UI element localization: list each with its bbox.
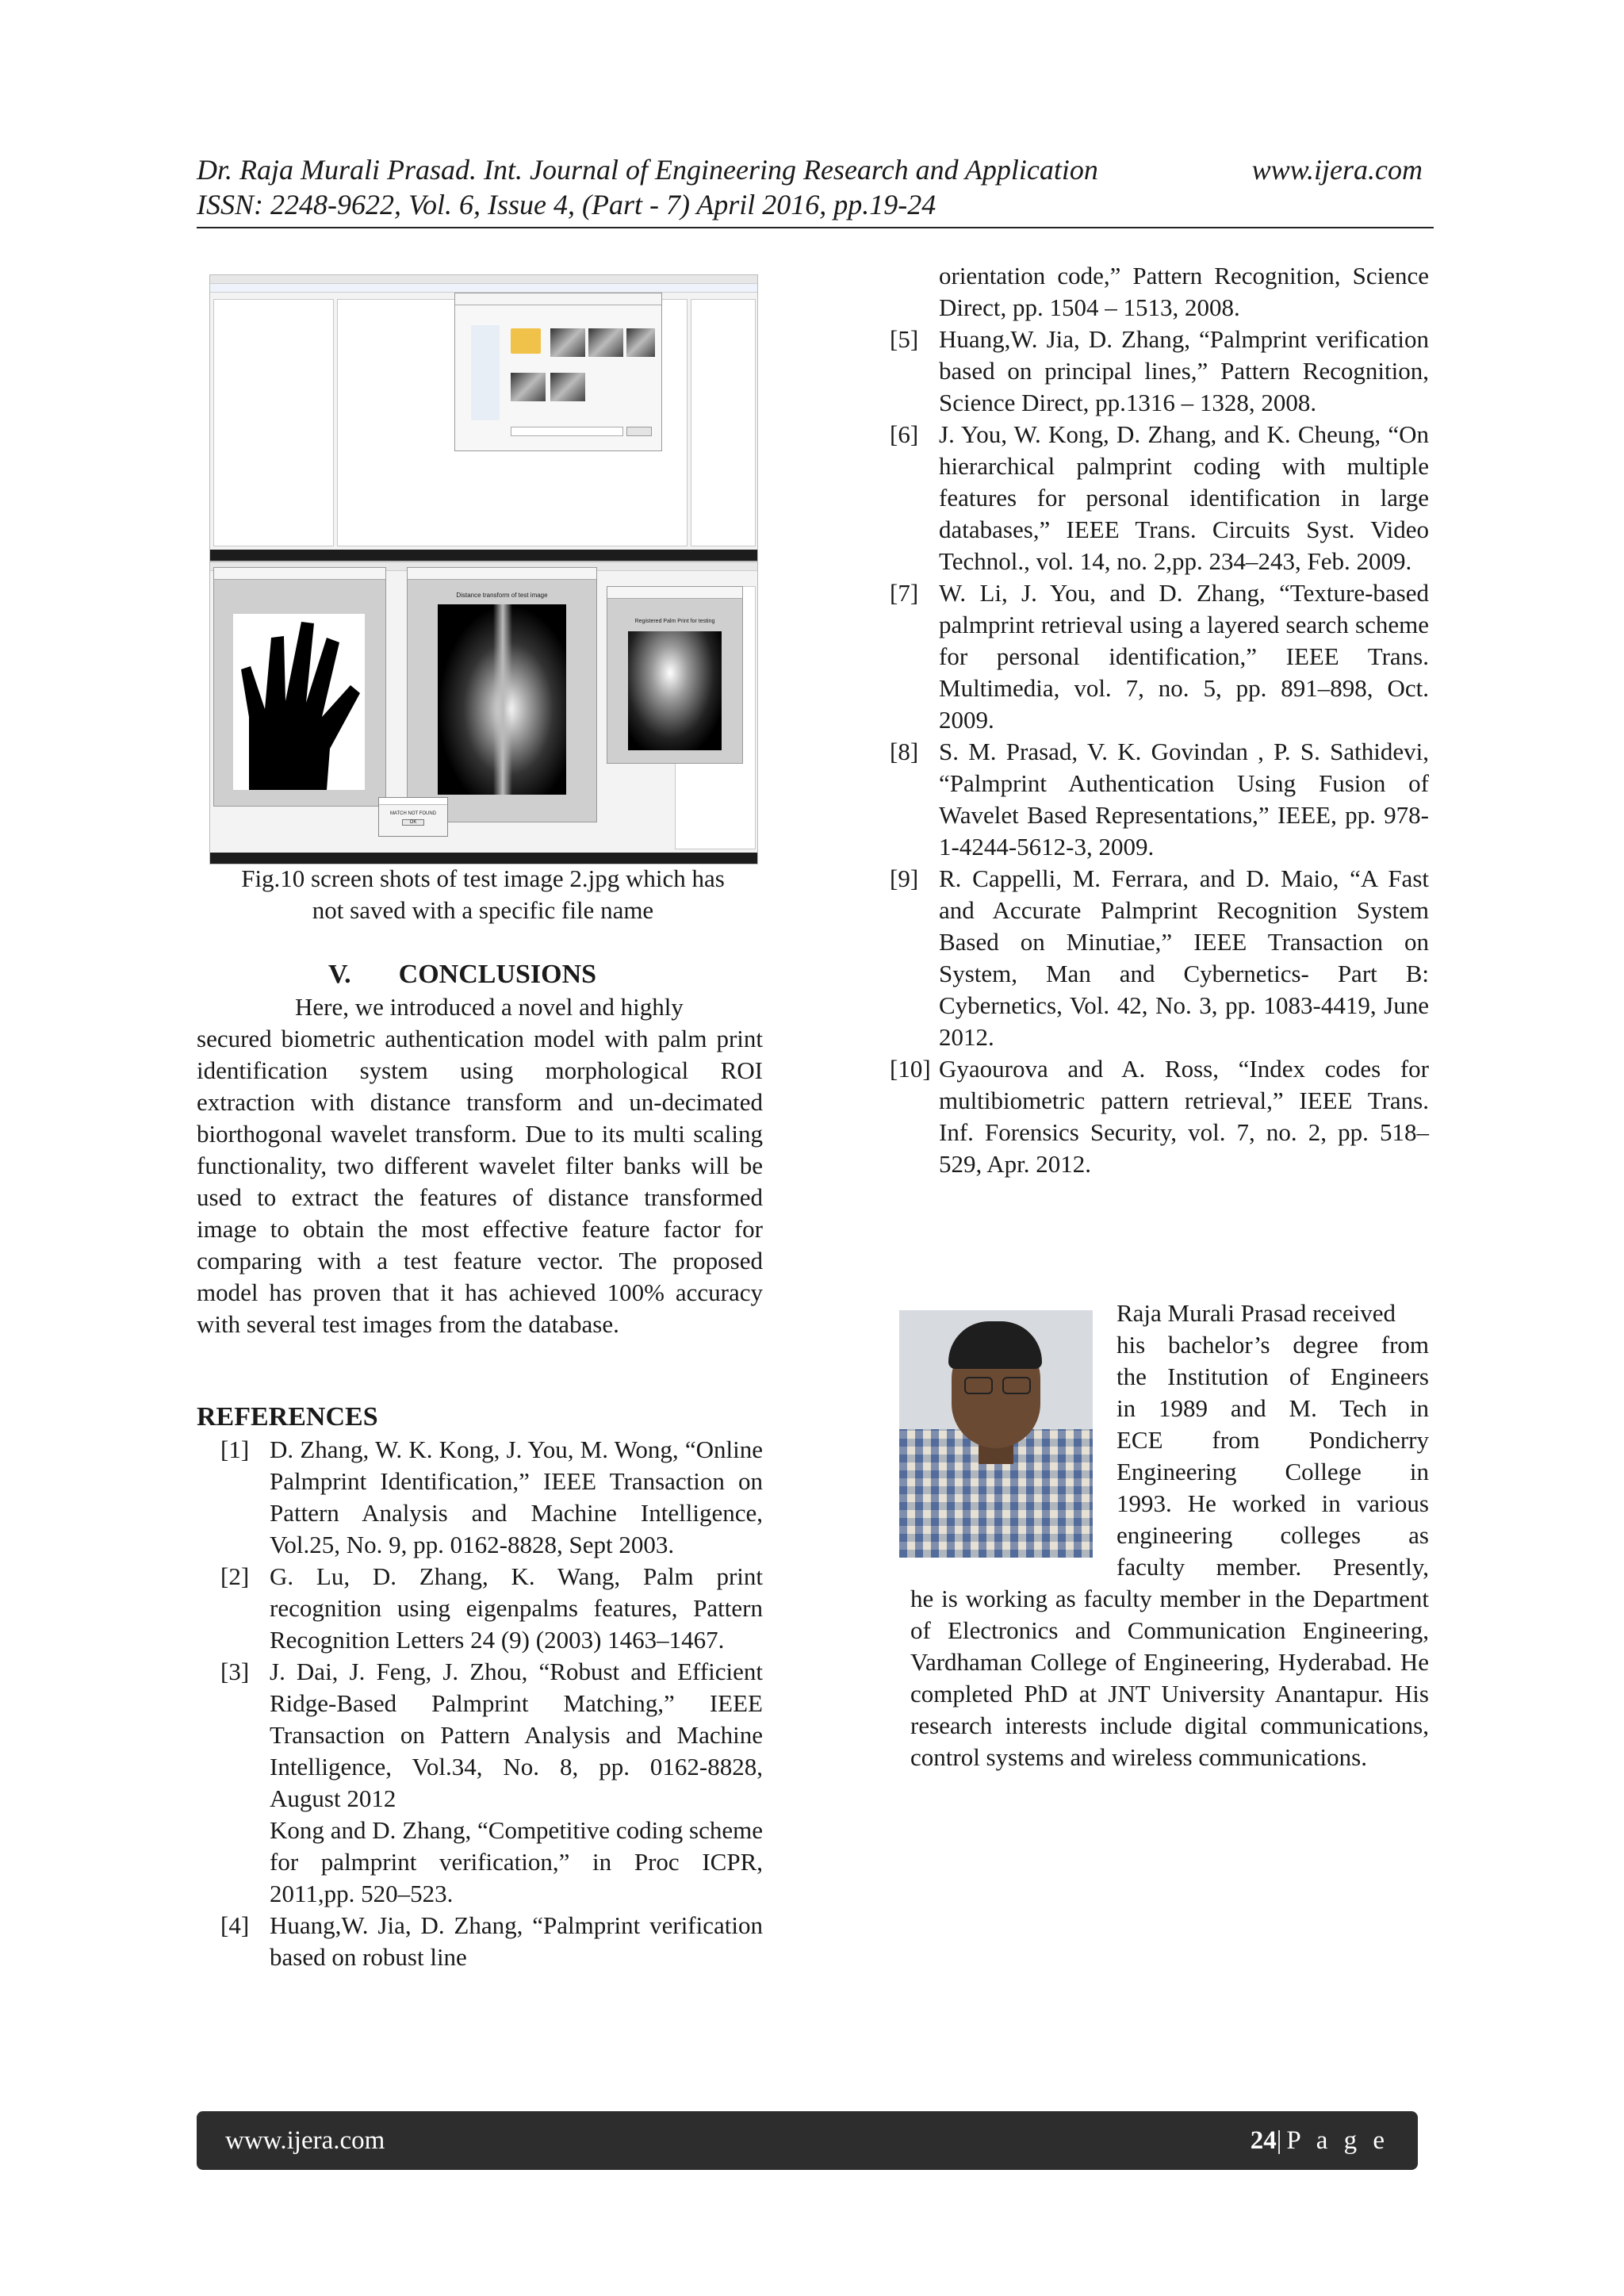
reference-text: R. Cappelli, M. Ferrara, and D. Maio, “A Fast and Accurate Palmprint Recognition System Based on Minutiae,” IEEE Transaction on System, Man and Cybernetics- Part B: Cybernetics, Vol. 42, No. 3, pp. 1083-4419, June 2012.: [939, 864, 1429, 1051]
file-dialog: [454, 293, 662, 451]
reference-number: [9]: [890, 864, 919, 892]
figure-window-distance: [407, 567, 597, 822]
figure-window-hand: [213, 567, 386, 807]
page-label: |P a g e: [1276, 2125, 1389, 2155]
reference-number: [6]: [890, 420, 919, 448]
bio-line: engineering colleges as: [1116, 1521, 1429, 1549]
match-dialog-text: MATCH NOT FOUND: [389, 811, 437, 816]
registered-palm-title: Registered Palm Print for testing: [634, 619, 715, 624]
author-photo: [899, 1310, 1093, 1558]
bio-line: Engineering College in: [1116, 1458, 1429, 1485]
header-issn: ISSN: 2248-9622, Vol. 6, Issue 4, (Part - 7) April 2016, pp.19-24: [197, 189, 936, 220]
header-journal: Dr. Raja Murali Prasad. Int. Journal of Engineering Research and Application: [197, 154, 1098, 186]
distance-transform-image: [438, 604, 566, 795]
bio-line: the Institution of Engineers: [1116, 1363, 1429, 1390]
distance-transform-title: Distance transform of test image: [456, 592, 548, 599]
figure-screenshots: [209, 274, 756, 863]
reference-text: J. Dai, J. Feng, J. Zhou, “Robust and Efficient Ridge-Based Palmprint Matching,” IEEE Transaction on Pattern Analysis and Machine Intelligence, Vol.34, No. 8, pp. 0162-8828, August 2012: [270, 1658, 763, 1812]
section-number: V.: [328, 960, 351, 989]
figure-caption: [209, 863, 756, 926]
reference-text: S. M. Prasad, V. K. Govindan , P. S. Sathidevi, “Palmprint Authentication Using Fusion of Wavelet Based Representations,” IEEE, pp. 978-1-4244-5612-3, 2009.: [939, 738, 1429, 861]
figure-window-registered: [607, 586, 743, 764]
matlab-screenshot-2: [209, 562, 758, 864]
bio-line: 1993. He worked in various: [1116, 1489, 1429, 1517]
reference-entry: [866, 1053, 1429, 1180]
author-bio-side: [1116, 1297, 1429, 1583]
reference-number: [4]: [220, 1911, 250, 1939]
reference-text: J. You, W. Kong, D. Zhang, and K. Cheung, “On hierarchical palmprint coding with multiple features for personal identification in large databases,” IEEE Trans. Circuits Syst. Video Technol., vol. 14, no. 2,pp. 234–243, Feb. 2009.: [939, 420, 1429, 575]
reference-text: W. Li, J. You, and D. Zhang, “Texture-based palmprint retrieval using a layered search scheme for personal identification,” IEEE Trans. Multimedia, vol. 7, no. 5, pp. 891–898, Oct. 2009.: [939, 579, 1429, 734]
conclusions-first-line: Here, we introduced a novel and highly: [295, 993, 684, 1021]
reference-entry: [866, 577, 1429, 736]
match-dialog: [378, 797, 448, 837]
section-title: CONCLUSIONS: [398, 960, 597, 989]
reference-number: [5]: [890, 325, 919, 353]
reference-number: [197, 1815, 270, 1910]
reference-number: [8]: [890, 738, 919, 765]
reference-text: Gyaourova and A. Ross, “Index codes for multibiometric pattern retrieval,” IEEE Trans. Inf. Forensics Security, vol. 7, no. 2, pp. 518–529, Apr. 2012.: [939, 1055, 1429, 1178]
hand-silhouette-image: [233, 614, 365, 790]
page-number: 24: [1250, 2125, 1277, 2155]
matlab-screenshot-1: [209, 274, 758, 562]
reference-entry: [197, 1815, 763, 1910]
author-bio-rest: he is working as faculty member in the Department of Electronics and Communication Engineering, Vardhaman College of Engineering, Hyderabad. He completed PhD at JNT University Anantapur. His research interests include digital communications, control systems and wireless communications.: [910, 1585, 1429, 1771]
references-right-column: [866, 260, 1429, 1180]
header-rule: [197, 227, 1434, 228]
reference-text: D. Zhang, W. K. Kong, J. You, M. Wong, “Online Palmprint Identification,” IEEE Transaction on Pattern Analysis and Machine Intelligence, Vol.25, No. 9, pp. 0162-8828, Sept 2003.: [270, 1435, 763, 1558]
reference-text: Kong and D. Zhang, “Competitive coding scheme for palmprint verification,” in Proc ICPR, 2011,pp. 520–523.: [270, 1816, 763, 1907]
reference-entry: [197, 1910, 763, 1973]
reference-text: Huang,W. Jia, D. Zhang, “Palmprint verification based on principal lines,” Pattern Recognition, Science Direct, pp.1316 – 1328, 2008.: [939, 325, 1429, 416]
bio-line: Raja Murali Prasad received: [1116, 1299, 1396, 1327]
reference-entry: [866, 736, 1429, 863]
reference-number: [1]: [220, 1435, 250, 1463]
reference-text: G. Lu, D. Zhang, K. Wang, Palm print recognition using eigenpalms features, Pattern Recognition Letters 24 (9) (2003) 1463–1467.: [270, 1562, 763, 1654]
registered-palm-image: [628, 631, 722, 750]
header-website: www.ijera.com: [1251, 154, 1423, 186]
reference-entry: [866, 863, 1429, 1053]
reference-number: [10]: [890, 1055, 931, 1083]
reference-number: [7]: [890, 579, 919, 607]
reference-entry: [197, 1656, 763, 1815]
bio-line: faculty member. Presently,: [1116, 1553, 1429, 1581]
reference-text: Huang,W. Jia, D. Zhang, “Palmprint verification based on robust line: [270, 1911, 763, 1971]
bio-line: his bachelor’s degree from: [1116, 1331, 1429, 1359]
reference-number: [3]: [220, 1658, 250, 1685]
page-footer: [197, 2111, 1418, 2170]
reference-entry: [866, 260, 1429, 324]
reference-entry: [866, 419, 1429, 577]
reference-text: orientation code,” Pattern Recognition, Science Direct, pp. 1504 – 1513, 2008.: [939, 262, 1429, 321]
running-header: [197, 152, 1434, 222]
conclusions-heading: [209, 958, 756, 991]
conclusions-body: secured biometric authentication model with palm print identification system using morphological ROI extraction with distance transform and un-decimated biorthogonal wavelet transform. Due to its multi scaling functionality, two different wavelet filter banks will be used to extract the features of distance transformed image to obtain the most effective feature factor for comparing with a test feature vector. The proposed model has proven that it has achieved 100% accuracy with several test images from the database.: [197, 1025, 763, 1338]
reference-entry: [197, 1434, 763, 1561]
references-left-column: [197, 1434, 763, 1973]
references-heading: REFERENCES: [197, 1402, 378, 1432]
reference-entry: [197, 1561, 763, 1656]
caption-line-1: Fig.10 screen shots of test image 2.jpg which has: [241, 864, 725, 892]
match-dialog-ok-button[interactable]: OK: [402, 819, 424, 826]
footer-website: www.ijera.com: [225, 2125, 385, 2155]
reference-number: [2]: [220, 1562, 250, 1590]
reference-number: [866, 260, 939, 324]
caption-line-2: not saved with a specific file name: [312, 896, 654, 924]
bio-line: ECE from Pondicherry: [1116, 1426, 1429, 1454]
reference-entry: [866, 324, 1429, 419]
conclusions-text: [197, 991, 763, 1340]
bio-line: in 1989 and M. Tech in: [1116, 1394, 1429, 1422]
